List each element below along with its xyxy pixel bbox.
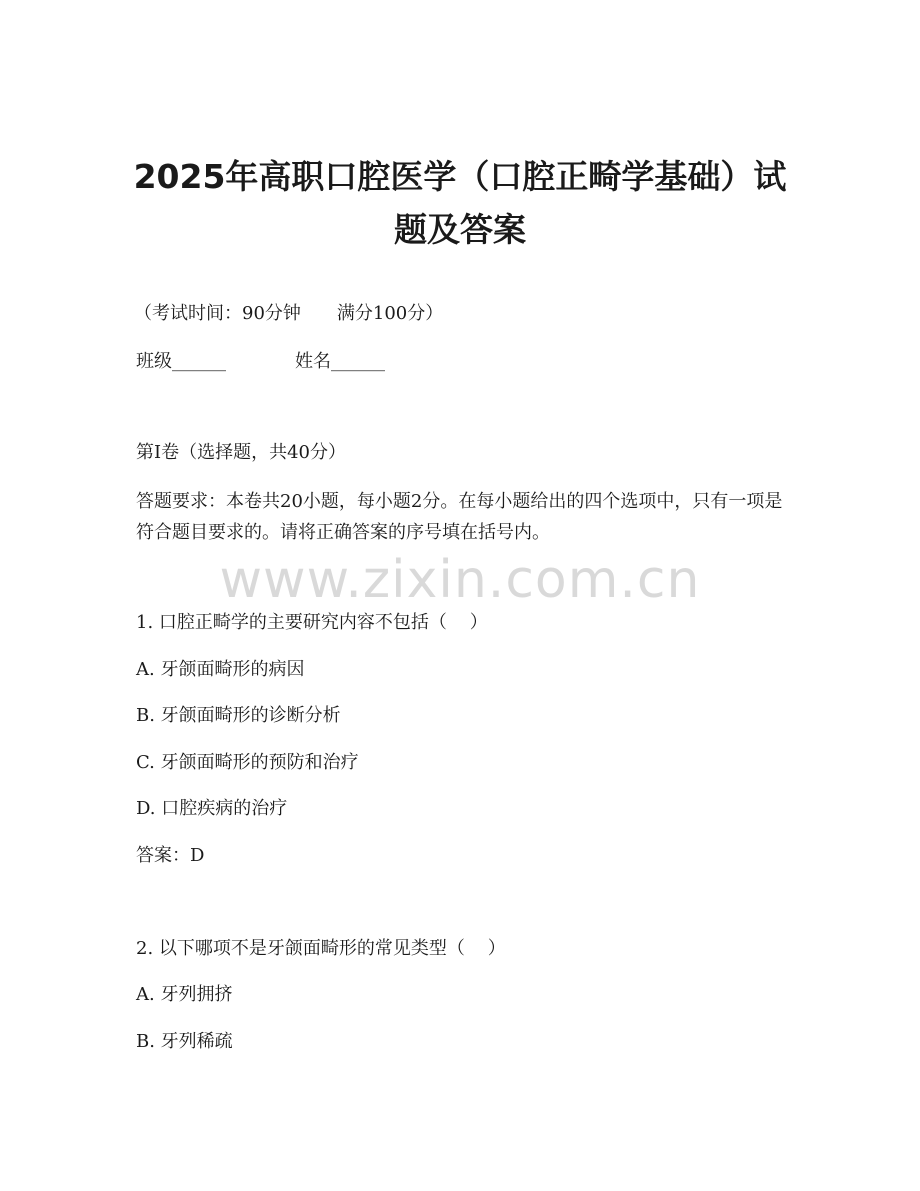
class-field: 班级______ xyxy=(136,351,226,372)
answer-instructions: 答题要求：本卷共20小题，每小题2分。在每小题给出的四个选项中，只有一项是符合题目要求的。请将正确答案的序号填在括号内。 xyxy=(136,491,783,543)
question-stem: 2. 以下哪项不是牙颌面畸形的常见类型（ ） xyxy=(136,938,506,959)
question-stem: 1. 口腔正畸学的主要研究内容不包括（ ） xyxy=(136,612,488,633)
exam-title-line-1: 2025年高职口腔医学（口腔正畸学基础）试 xyxy=(133,157,787,196)
exam-title xyxy=(120,150,800,256)
section-heading: 第I卷（选择题，共40分） xyxy=(136,442,347,463)
option-d: D. 口腔疾病的治疗 xyxy=(136,798,288,819)
option-b: B. 牙列稀疏 xyxy=(136,1031,233,1052)
exam-info: （考试时间：90分钟 满分100分） xyxy=(134,303,444,324)
answer-line: 答案：D xyxy=(136,845,205,866)
option-a: A. 牙列拥挤 xyxy=(136,984,233,1005)
name-field: 姓名______ xyxy=(295,351,385,372)
watermark: www.zixin.com.cn xyxy=(219,550,701,610)
option-c: C. 牙颌面畸形的预防和治疗 xyxy=(136,752,359,773)
exam-title-line-2: 题及答案 xyxy=(394,210,526,249)
option-b: B. 牙颌面畸形的诊断分析 xyxy=(136,705,341,726)
option-a: A. 牙颌面畸形的病因 xyxy=(136,659,305,680)
